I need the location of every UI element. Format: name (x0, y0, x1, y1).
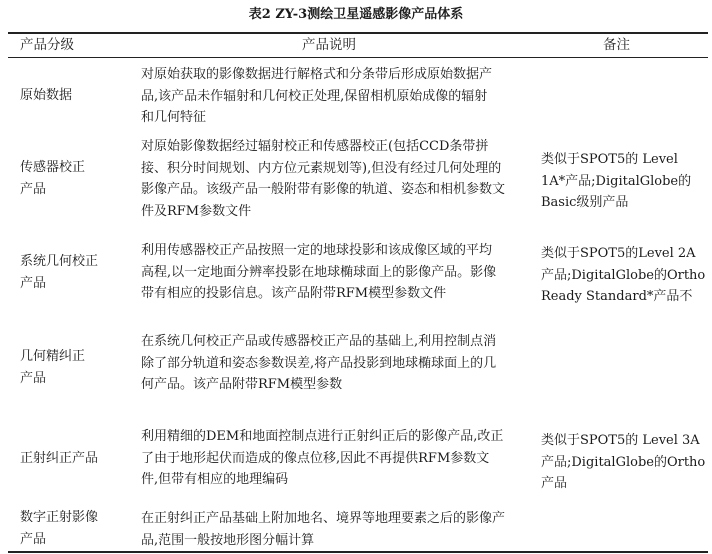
row-3-note-line: 类似于SPOT5的Level 2A (541, 246, 696, 261)
row-2-description (141, 136, 527, 222)
row-5-note-line: 产品;DigitalGlobe的Ortho (541, 454, 706, 470)
row-2-note-line: Basic级别产品 (541, 195, 629, 210)
row-2-note (541, 149, 706, 214)
row-5-desc-line: 利用精细的DEM和地面控制点进行正射纠正后的影像产品,改正 (141, 429, 504, 444)
row-2-note-line: 1A*产品;DigitalGlobe的 (541, 173, 692, 189)
header-description: 产品说明 (302, 37, 356, 53)
row-2-level (20, 157, 120, 200)
row-5-desc-line: 件,但带有相应的地理编码 (141, 472, 289, 487)
row-5-description (141, 426, 527, 491)
row-6-level-line: 数字正射影像 (20, 510, 99, 525)
row-1-level (20, 85, 120, 107)
row-1-desc-line: 对原始获取的影像数据进行解格式和分条带后形成原始数据产 (141, 67, 493, 82)
bottom-rule (8, 551, 708, 553)
row-3-desc-line: 高程,以一定地面分辨率投影在地球椭球面上的影像产品。影像 (141, 264, 497, 280)
row-6-description (141, 508, 527, 551)
row-3-note-line: 产品;DigitalGlobe的Ortho (541, 267, 706, 283)
row-5-level-line: 正射纠正产品 (20, 451, 99, 466)
row-6-desc-line: 品,范围一般按地形图分幅计算 (141, 532, 315, 548)
row-4-desc-line: 除了部分轨道和姿态参数误差,将产品投影到地球椭球面上的几 (141, 355, 497, 371)
row-5-level (20, 448, 120, 470)
row-2-desc-line: 件及RFM参数文件 (141, 203, 252, 219)
row-2-desc-line: 接、积分时间规划、内方位元素规划等),但没有经过几何处理的 (141, 160, 502, 176)
header-rule (8, 57, 708, 58)
row-4-level-line: 几何精纠正 (20, 349, 86, 364)
row-2-desc-line: 影像产品。该级产品一般附带有影像的轨道、姿态和相机参数文 (141, 182, 506, 197)
table-caption: 表2 ZY-3测绘卫星遥感影像产品体系 (248, 7, 464, 22)
row-2-level-line: 产品 (20, 181, 47, 197)
row-4-desc-line: 何产品。该产品附带RFM模型参数 (141, 377, 343, 392)
row-3-note-line: Ready Standard*产品不 (541, 289, 693, 304)
row-3-note (541, 243, 706, 308)
row-1-desc-line: 品,该产品未作辐射和几何校正处理,保留相机原始成像的辐射 (141, 88, 488, 104)
row-3-level-line: 产品 (20, 275, 47, 291)
row-5-note (541, 430, 706, 495)
row-6-level-line: 产品 (20, 531, 47, 547)
row-3-description (141, 240, 527, 305)
row-3-level-line: 系统几何校正 (20, 254, 99, 269)
row-6-level (20, 507, 120, 550)
row-5-desc-line: 了由于地形起伏而造成的像点位移,因此不再提供RFM参数文 (141, 450, 490, 466)
top-rule (8, 32, 708, 34)
row-1-level-line: 原始数据 (20, 88, 73, 103)
row-1-description (141, 64, 527, 129)
row-1-desc-line: 和几何特征 (141, 110, 207, 125)
row-4-desc-line: 在系统几何校正产品或传感器校正产品的基础上,利用控制点消 (141, 334, 497, 349)
row-5-note-line: 产品 (541, 476, 568, 491)
row-2-note-line: 类似于SPOT5的 Level (541, 152, 678, 167)
row-6-desc-line: 在正射纠正产品基础上附加地名、境界等地理要素之后的影像产 (141, 511, 506, 526)
row-2-desc-line: 对原始影像数据经过辐射校正和传感器校正(包括CCD条带拼 (141, 139, 489, 154)
header-level: 产品分级 (20, 37, 74, 53)
header-note: 备注 (603, 37, 630, 53)
row-5-note-line: 类似于SPOT5的 Level 3A (541, 433, 700, 448)
row-3-desc-line: 利用传感器校正产品按照一定的地球投影和该成像区域的平均 (141, 243, 493, 258)
row-2-level-line: 传感器校正 (20, 160, 86, 175)
row-4-level (20, 346, 120, 389)
row-3-level (20, 251, 120, 294)
row-4-description (141, 331, 527, 396)
row-3-desc-line: 带有相应的投影信息。该产品附带RFM模型参数文件 (141, 286, 447, 301)
row-4-level-line: 产品 (20, 370, 47, 386)
